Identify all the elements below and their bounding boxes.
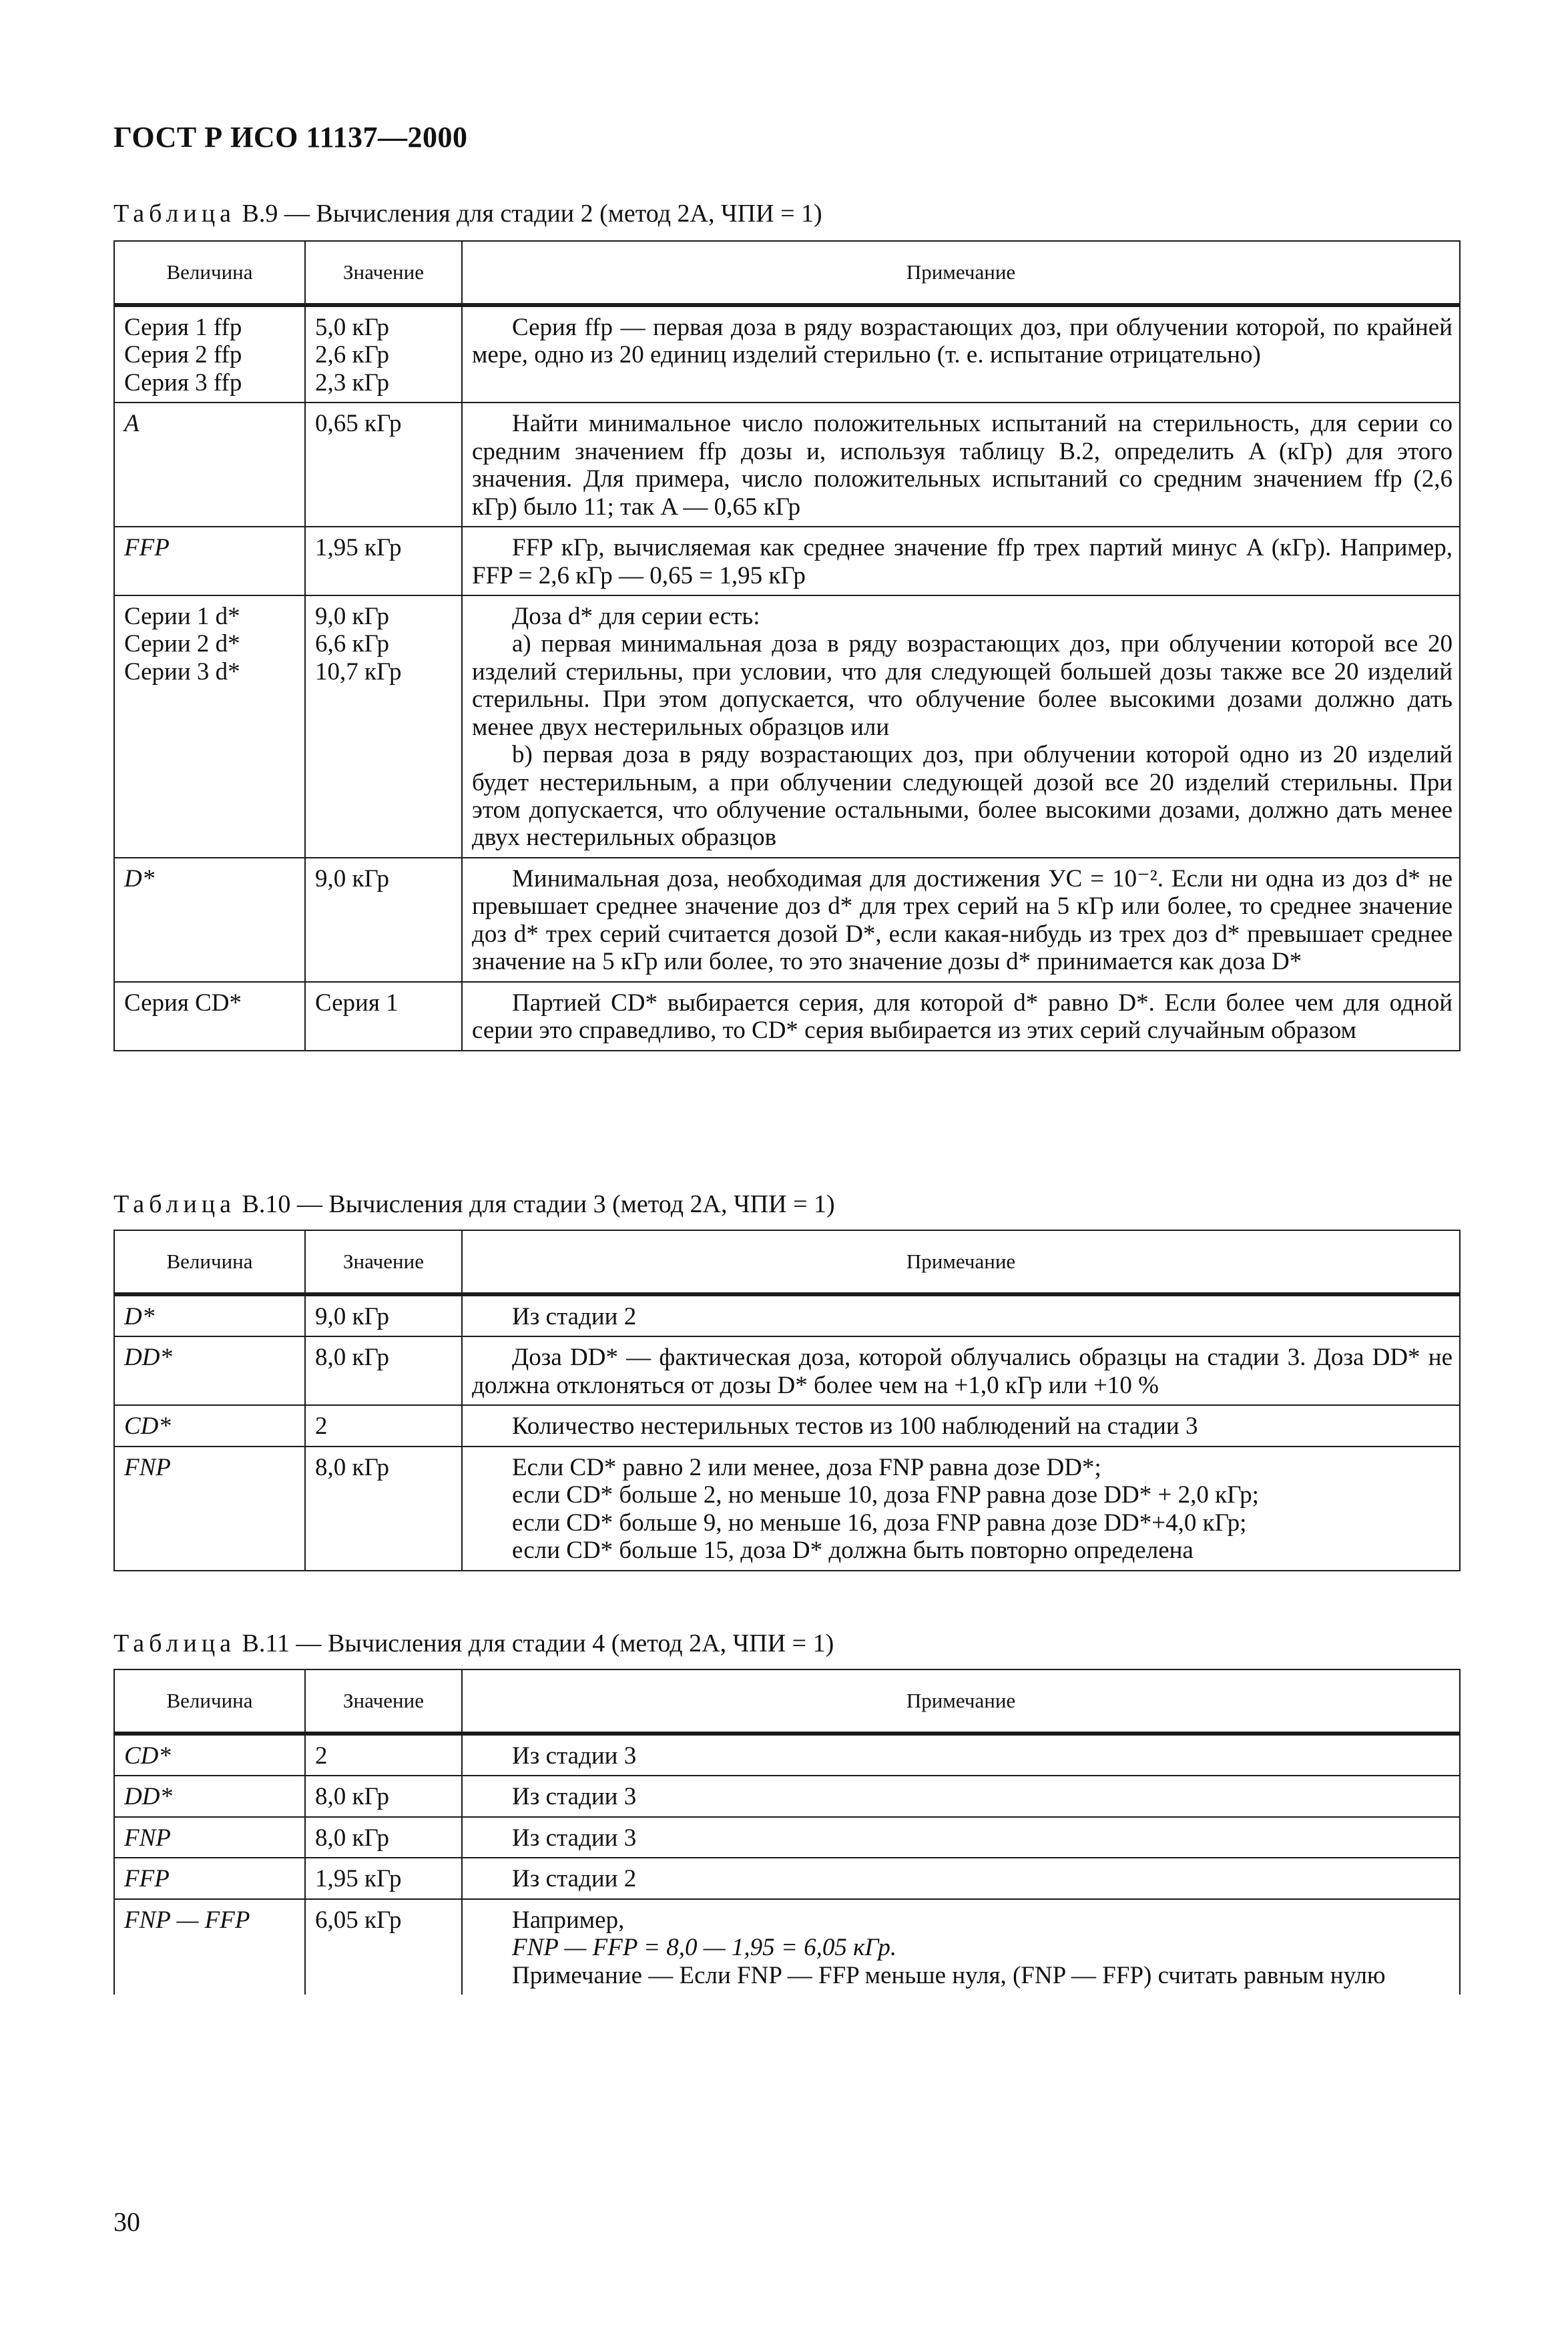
table-row — [114, 1776, 1460, 1816]
table-row — [114, 1405, 1460, 1446]
note-cell — [462, 403, 1460, 527]
table-row — [114, 1447, 1460, 1571]
quantity-line: Серия 3 ffp — [124, 368, 242, 397]
note-text: b) первая доза в ряду возрастающих доз, при облучении которой одно из 20 изделий будет нестерильным, а при облучении следующей дозой все 20 изделий стерильны. При этом допускается, что облучение остальными, более высокими дозами, должно дать менее двух нестерильных образцов — [472, 741, 1453, 852]
quantity-line: Серии 1 d* — [124, 602, 240, 630]
table-row — [114, 1858, 1460, 1898]
note-text: Из стадии 2 — [512, 1865, 637, 1893]
value-line: 2,3 кГр — [315, 368, 390, 397]
value-cell: 8,0 кГр — [305, 1817, 462, 1858]
note-text: Примечание — Если FNP — FFP меньше нуля, (FNP — FFP) считать равным нулю — [512, 1961, 1386, 1989]
value-cell: 6,05 кГр — [305, 1899, 462, 1995]
value-line: 2,6 кГр — [315, 341, 390, 369]
quantity-cell: FFP — [114, 527, 305, 595]
table-row — [114, 982, 1460, 1051]
note-cell — [462, 305, 1460, 403]
quantity-cell — [114, 595, 305, 858]
note-text: Серия ffp — первая доза в ряду возрастающих доз, при облучении которой, по крайней мере, одно из 20 единиц изделий стерильно (т. е. испытание отрицательно) — [472, 314, 1453, 369]
value-line: 6,6 кГр — [315, 630, 390, 658]
value-cell: 1,95 кГр — [305, 1858, 462, 1898]
quantity-cell: DD* — [114, 1776, 305, 1816]
table-row — [114, 1336, 1460, 1405]
note-text: FFP кГр, вычисляемая как среднее значение ffp трех партий минус A (кГр). Например, FFP = 2,6 кГр — 0,65 = 1,95 кГр — [472, 534, 1453, 589]
note-cell — [462, 1899, 1460, 1995]
column-header-note: Примечание — [462, 1230, 1460, 1294]
value-cell: 8,0 кГр — [305, 1776, 462, 1816]
value-cell: 8,0 кГр — [305, 1336, 462, 1405]
note-text: Найти минимальное число положительных испытаний на стерильность, для серии со средним значением ffp дозы и, используя таблицу В.2, определить A (кГр) для этого значения. Для примера, число положительных испытаний со средним значением ffp (2,6 кГр) было 11; так A — 0,65 кГр — [472, 410, 1453, 521]
table-row — [114, 403, 1460, 527]
note-text: Из стадии 2 — [512, 1303, 637, 1330]
note-text: FNP — FFP = 8,0 — 1,95 = 6,05 кГр. — [512, 1934, 897, 1962]
page-number: 30 — [113, 2207, 140, 2237]
document-header: ГОСТ Р ИСО 11137—2000 — [113, 121, 468, 154]
table-caption-label: Таблица — [113, 1190, 236, 1218]
quantity-line: Серия 2 ffp — [124, 341, 242, 369]
value-cell: 9,0 кГр — [305, 858, 462, 982]
table-b10-caption — [113, 1190, 835, 1219]
table-header-row — [114, 1230, 1460, 1294]
note-cell — [462, 527, 1460, 595]
table-header-row — [114, 241, 1460, 305]
table-caption-text: В.9 — Вычисления для стадии 2 (метод 2А, ЧПИ = 1) — [242, 200, 822, 228]
value-cell: 2 — [305, 1405, 462, 1446]
quantity-cell: FNP — FFP — [114, 1899, 305, 1995]
table-b10 — [113, 1230, 1461, 1571]
table-row — [114, 1294, 1460, 1336]
table-header-row — [114, 1669, 1460, 1734]
note-text: Из стадии 3 — [512, 1742, 637, 1770]
note-text: Например, — [512, 1906, 625, 1934]
table-row — [114, 595, 1460, 858]
table-row — [114, 1899, 1460, 1995]
note-cell — [462, 1405, 1460, 1446]
note-text: если CD* больше 15, доза D* должна быть повторно определена — [512, 1537, 1194, 1565]
value-cell: 1,95 кГр — [305, 527, 462, 595]
quantity-cell: CD* — [114, 1405, 305, 1446]
value-cell — [305, 595, 462, 858]
quantity-cell: CD* — [114, 1734, 305, 1776]
note-text: Если CD* равно 2 или менее, доза FNP равна дозе DD*; — [512, 1453, 1101, 1481]
value-line: 10,7 кГр — [315, 658, 402, 686]
table-caption-text: В.11 — Вычисления для стадии 4 (метод 2А, ЧПИ = 1) — [242, 1629, 834, 1657]
quantity-cell: DD* — [114, 1336, 305, 1405]
note-cell — [462, 1817, 1460, 1858]
quantity-cell: FNP — [114, 1447, 305, 1571]
table-caption-text: В.10 — Вычисления для стадии 3 (метод 2А, ЧПИ = 1) — [242, 1190, 835, 1218]
note-text: Минимальная доза, необходимая для достижения УС = 10⁻². Если ни одна из доз d* не превышает среднее значение доз d* для трех серий на 5 кГр или более, то среднее значение доз d* трех серий считается дозой D*, если какая-нибудь из трех доз d* превышает среднее значение на 5 кГр или более, то это значение дозы d* принимается как доза D* — [472, 864, 1453, 976]
quantity-line: Серия 1 ffp — [124, 314, 242, 341]
column-header-value: Значение — [305, 1669, 462, 1734]
table-row — [114, 858, 1460, 982]
table-b11 — [113, 1669, 1461, 1995]
quantity-cell: FFP — [114, 1858, 305, 1898]
value-cell: 9,0 кГр — [305, 1294, 462, 1336]
note-cell — [462, 982, 1460, 1051]
table-row — [114, 1817, 1460, 1858]
table-row — [114, 1734, 1460, 1776]
table-row — [114, 305, 1460, 403]
column-header-note: Примечание — [462, 241, 1460, 305]
note-cell — [462, 1776, 1460, 1816]
value-cell: 2 — [305, 1734, 462, 1776]
quantity-cell: FNP — [114, 1817, 305, 1858]
value-cell: Серия 1 — [305, 982, 462, 1051]
table-b11-caption — [113, 1629, 834, 1658]
table-b9 — [113, 240, 1461, 1051]
value-line: 5,0 кГр — [315, 314, 390, 341]
note-cell — [462, 1294, 1460, 1336]
note-cell — [462, 1858, 1460, 1898]
table-caption-label: Таблица — [113, 1629, 236, 1657]
value-cell: 8,0 кГр — [305, 1447, 462, 1571]
note-cell — [462, 858, 1460, 982]
value-cell: 0,65 кГр — [305, 403, 462, 527]
column-header-value: Значение — [305, 241, 462, 305]
column-header-quantity: Величина — [114, 1669, 305, 1734]
quantity-line: Серии 2 d* — [124, 630, 240, 658]
note-cell — [462, 1734, 1460, 1776]
column-header-quantity: Величина — [114, 241, 305, 305]
note-cell — [462, 1336, 1460, 1405]
note-text: Из стадии 3 — [512, 1783, 637, 1811]
column-header-note: Примечание — [462, 1669, 1460, 1734]
quantity-cell — [114, 305, 305, 403]
column-header-quantity: Величина — [114, 1230, 305, 1294]
quantity-cell: A — [114, 403, 305, 527]
note-cell — [462, 1447, 1460, 1571]
note-text: Количество нестерильных тестов из 100 наблюдений на стадии 3 — [512, 1412, 1198, 1441]
note-text: Доза d* для серии есть: — [512, 602, 760, 630]
quantity-cell: Серия CD* — [114, 982, 305, 1051]
note-cell — [462, 595, 1460, 858]
quantity-cell: D* — [114, 1294, 305, 1336]
table-b9-caption — [113, 199, 822, 228]
note-text: если CD* больше 9, но меньше 16, доза FNP равна дозе DD*+4,0 кГр; — [512, 1509, 1247, 1537]
note-text: Доза DD* — фактическая доза, которой облучались образцы на стадии 3. Доза DD* не должна отклоняться от дозы D* более чем на +1,0 кГр или +10 % — [472, 1344, 1453, 1399]
value-cell — [305, 305, 462, 403]
quantity-line: Серии 3 d* — [124, 658, 240, 686]
note-text: если CD* больше 2, но меньше 10, доза FNP равна дозе DD* + 2,0 кГр; — [512, 1481, 1259, 1509]
note-text: Из стадии 3 — [512, 1824, 637, 1852]
note-text: Партией CD* выбирается серия, для которой d* равно D*. Если более чем для одной серии это справедливо, то CD* серия выбирается из этих серий случайным образом — [472, 989, 1453, 1045]
column-header-value: Значение — [305, 1230, 462, 1294]
value-line: 9,0 кГр — [315, 602, 390, 630]
note-text: а) первая минимальная доза в ряду возрастающих доз, при облучении которой все 20 изделий стерильны, при условии, что для следующей большей дозы также все 20 изделий стерильны. При этом допускается, что облучение более высокими дозами должно дать менее двух нестерильных образцов или — [472, 630, 1453, 741]
table-caption-label: Таблица — [113, 200, 236, 228]
quantity-cell: D* — [114, 858, 305, 982]
table-row — [114, 527, 1460, 595]
